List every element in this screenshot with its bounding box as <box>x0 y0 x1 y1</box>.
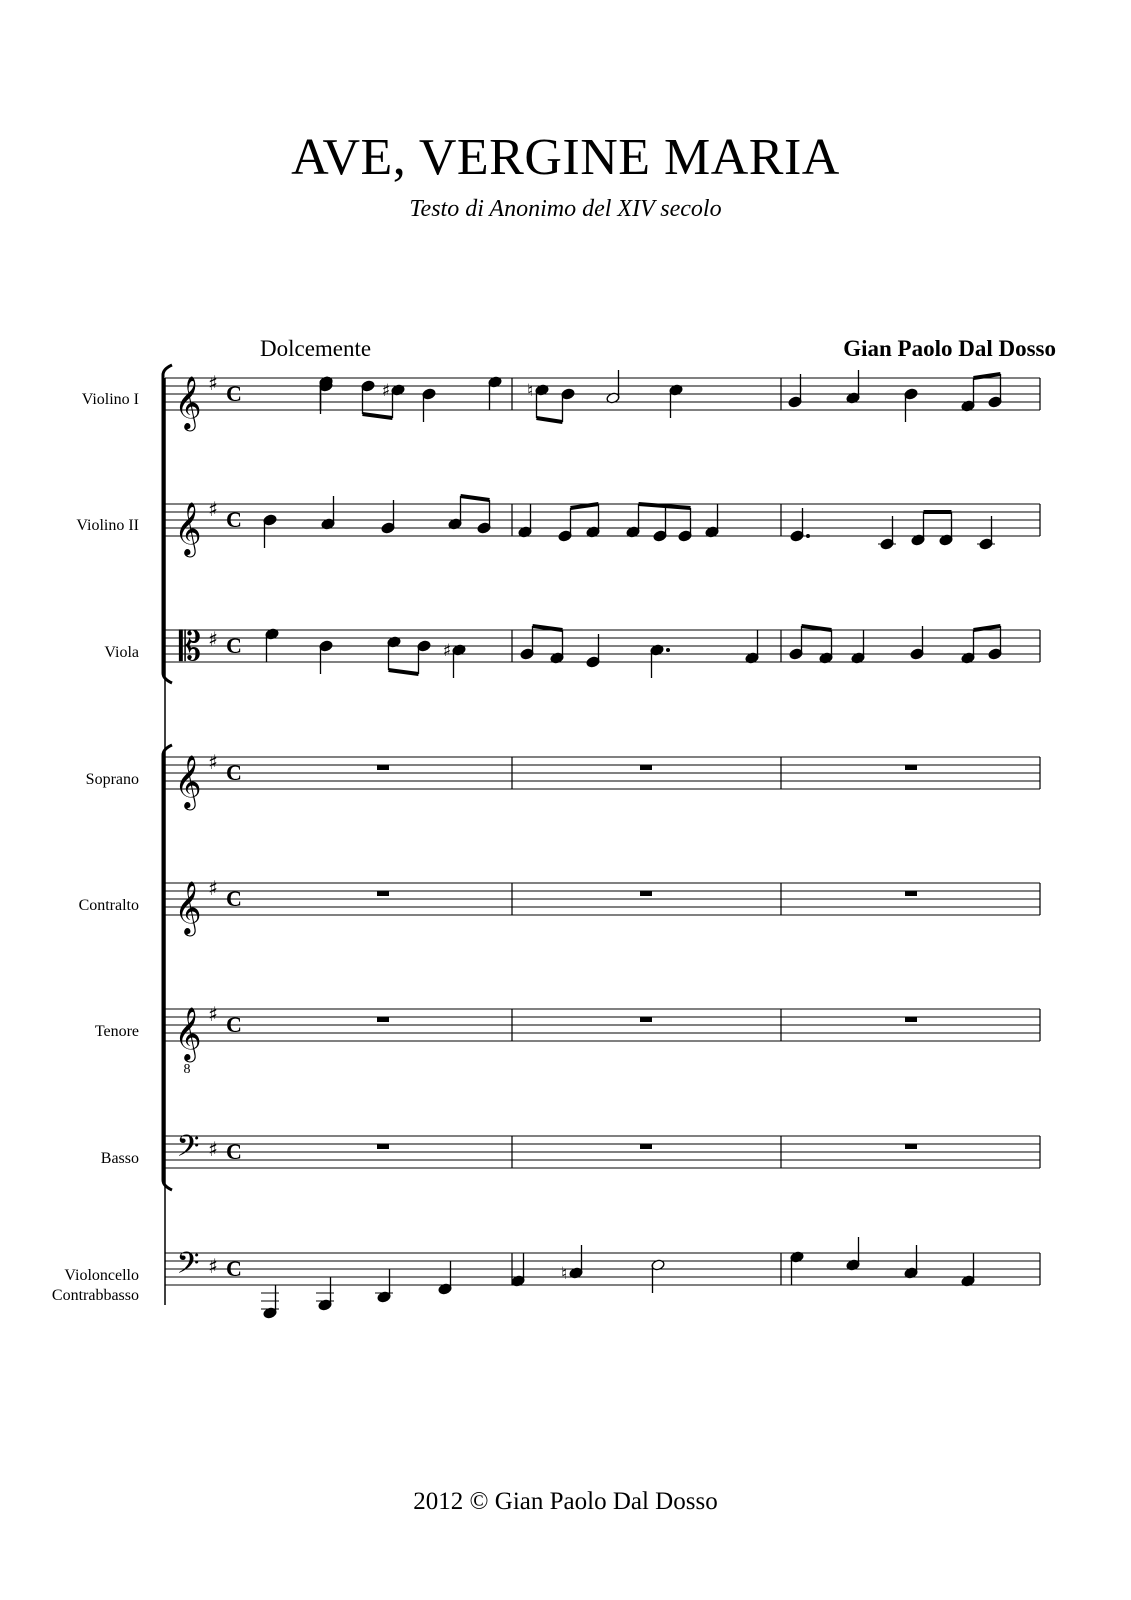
note <box>790 1251 804 1285</box>
note <box>846 1237 860 1271</box>
note <box>910 626 924 660</box>
note <box>911 512 925 546</box>
note <box>988 374 1002 408</box>
staff-soprano <box>165 750 1040 810</box>
tempo-marking: Dolcemente <box>260 336 372 361</box>
beam <box>974 626 1001 630</box>
whole-rest <box>905 765 917 770</box>
treble-clef-icon: 𝄞 <box>174 375 202 429</box>
whole-rest <box>640 765 652 770</box>
staff-basso <box>165 1130 1040 1171</box>
common-time-signature: C <box>226 1139 242 1164</box>
note <box>438 1261 452 1295</box>
staff-tenore <box>165 1002 1040 1077</box>
common-time-signature: C <box>226 507 242 532</box>
beam <box>389 670 419 674</box>
choir-bracket <box>163 745 172 1190</box>
note <box>511 1253 525 1287</box>
note <box>387 636 401 670</box>
whole-rest <box>640 1144 652 1149</box>
beam <box>533 626 563 630</box>
staff-label-soprano: Soprano <box>85 771 139 788</box>
note <box>669 384 683 418</box>
staff-violoncello-contrabbasso <box>165 1247 1040 1288</box>
note <box>569 1245 583 1279</box>
whole-rest <box>377 1017 389 1022</box>
note <box>520 626 534 660</box>
key-sharp-icon: ♯ <box>208 371 218 395</box>
note <box>586 504 600 538</box>
natural-icon: ♮ <box>560 1264 568 1284</box>
key-sharp-icon: ♯ <box>208 1002 218 1026</box>
note <box>745 630 759 664</box>
note <box>535 384 549 418</box>
key-sharp-icon: ♯ <box>208 1254 218 1278</box>
note <box>381 500 395 534</box>
treble-clef-icon: 𝄞 <box>174 880 202 934</box>
note <box>375 1269 393 1303</box>
natural-icon: ♮ <box>526 381 534 401</box>
note <box>606 370 620 404</box>
staff-viola <box>165 624 1040 670</box>
note <box>878 516 896 550</box>
whole-rest <box>377 891 389 896</box>
note <box>705 504 719 538</box>
score-subtitle: Testo di Anonimo del XIV secolo <box>409 196 722 222</box>
common-time-signature: C <box>226 886 242 911</box>
beam <box>571 504 599 508</box>
sharp-icon: ♯ <box>381 381 391 401</box>
key-sharp-icon: ♯ <box>208 627 218 651</box>
bass-clef-icon: 𝄢 <box>176 1130 200 1171</box>
note <box>316 1277 334 1311</box>
note <box>961 630 975 664</box>
note <box>904 388 918 422</box>
beam <box>461 496 490 500</box>
common-time-signature: C <box>226 633 242 658</box>
note <box>561 388 575 422</box>
staff-label-violino-1: Violino I <box>81 391 139 408</box>
score-title: AVE, VERGINE MARIA <box>291 129 840 186</box>
note <box>319 380 333 414</box>
whole-rest <box>905 1017 917 1022</box>
note <box>651 1259 665 1293</box>
staff-label-basso: Basso <box>100 1150 139 1167</box>
staff-label-violino-2: Violino II <box>76 517 139 534</box>
staff-label-line-violoncello: Violoncello <box>64 1267 139 1284</box>
note <box>939 512 953 546</box>
note <box>650 644 664 678</box>
staves-layer <box>165 371 1040 1288</box>
sharp-icon: ♯ <box>442 641 452 661</box>
beam <box>802 626 832 630</box>
note <box>904 1245 918 1279</box>
note <box>961 1253 975 1287</box>
bass-clef-icon: 𝄢 <box>176 1247 200 1288</box>
common-time-signature: C <box>226 1012 242 1037</box>
note <box>261 1285 279 1319</box>
note <box>422 388 436 422</box>
whole-rest <box>377 1144 389 1149</box>
note <box>265 628 279 662</box>
whole-rest <box>377 765 389 770</box>
note <box>988 626 1002 660</box>
common-time-signature: C <box>226 1256 242 1281</box>
common-time-signature: C <box>226 760 242 785</box>
note <box>452 644 466 678</box>
staff-label-contralto: Contralto <box>78 897 139 914</box>
note <box>851 630 865 664</box>
staff-violino-1 <box>165 371 1040 431</box>
note <box>788 374 802 408</box>
key-sharp-icon: ♯ <box>208 876 218 900</box>
alto-clef-icon: 𝄡 <box>178 624 202 670</box>
treble-clef-icon: 𝄞 <box>174 754 202 808</box>
note <box>477 500 491 534</box>
note <box>321 496 335 530</box>
staff-contralto <box>165 876 1040 936</box>
augmentation-dot <box>666 648 670 652</box>
note <box>518 504 532 538</box>
whole-rest <box>640 891 652 896</box>
treble-clef-icon: 𝄞 <box>174 1006 202 1060</box>
note <box>448 496 462 530</box>
staff-label-tenore: Tenore <box>94 1023 139 1040</box>
note <box>319 640 333 674</box>
note <box>789 626 803 660</box>
octave-mark-8: 8 <box>183 1062 191 1077</box>
beam <box>974 374 1001 378</box>
strings-bracket <box>163 365 172 683</box>
note <box>586 634 600 668</box>
note <box>417 640 431 674</box>
augmentation-dot <box>806 534 810 538</box>
whole-rest <box>905 891 917 896</box>
whole-rest <box>905 1144 917 1149</box>
note <box>550 630 564 664</box>
beam <box>639 504 691 508</box>
composer-name: Gian Paolo Dal Dosso <box>843 336 1056 361</box>
note <box>977 516 995 550</box>
note <box>846 370 860 404</box>
note <box>790 508 804 542</box>
note <box>819 630 833 664</box>
note <box>361 380 375 414</box>
note <box>678 508 692 542</box>
beam <box>537 418 563 422</box>
beam <box>363 414 393 418</box>
copyright-notice: 2012 © Gian Paolo Dal Dosso <box>413 1488 718 1515</box>
note <box>263 514 277 548</box>
note <box>653 508 667 542</box>
whole-rest <box>640 1017 652 1022</box>
staff-label-line-contrabbasso: Contrabbasso <box>51 1287 139 1304</box>
note <box>626 504 640 538</box>
common-time-signature: C <box>226 381 242 406</box>
key-sharp-icon: ♯ <box>208 750 218 774</box>
key-sharp-icon: ♯ <box>208 1137 218 1161</box>
note <box>488 376 502 410</box>
note <box>961 378 975 412</box>
key-sharp-icon: ♯ <box>208 497 218 521</box>
staff-violino-2 <box>165 497 1040 557</box>
note <box>558 508 572 542</box>
staff-label-viola: Viola <box>104 644 139 661</box>
note <box>391 384 405 418</box>
treble-clef-icon: 𝄞 <box>174 501 202 555</box>
